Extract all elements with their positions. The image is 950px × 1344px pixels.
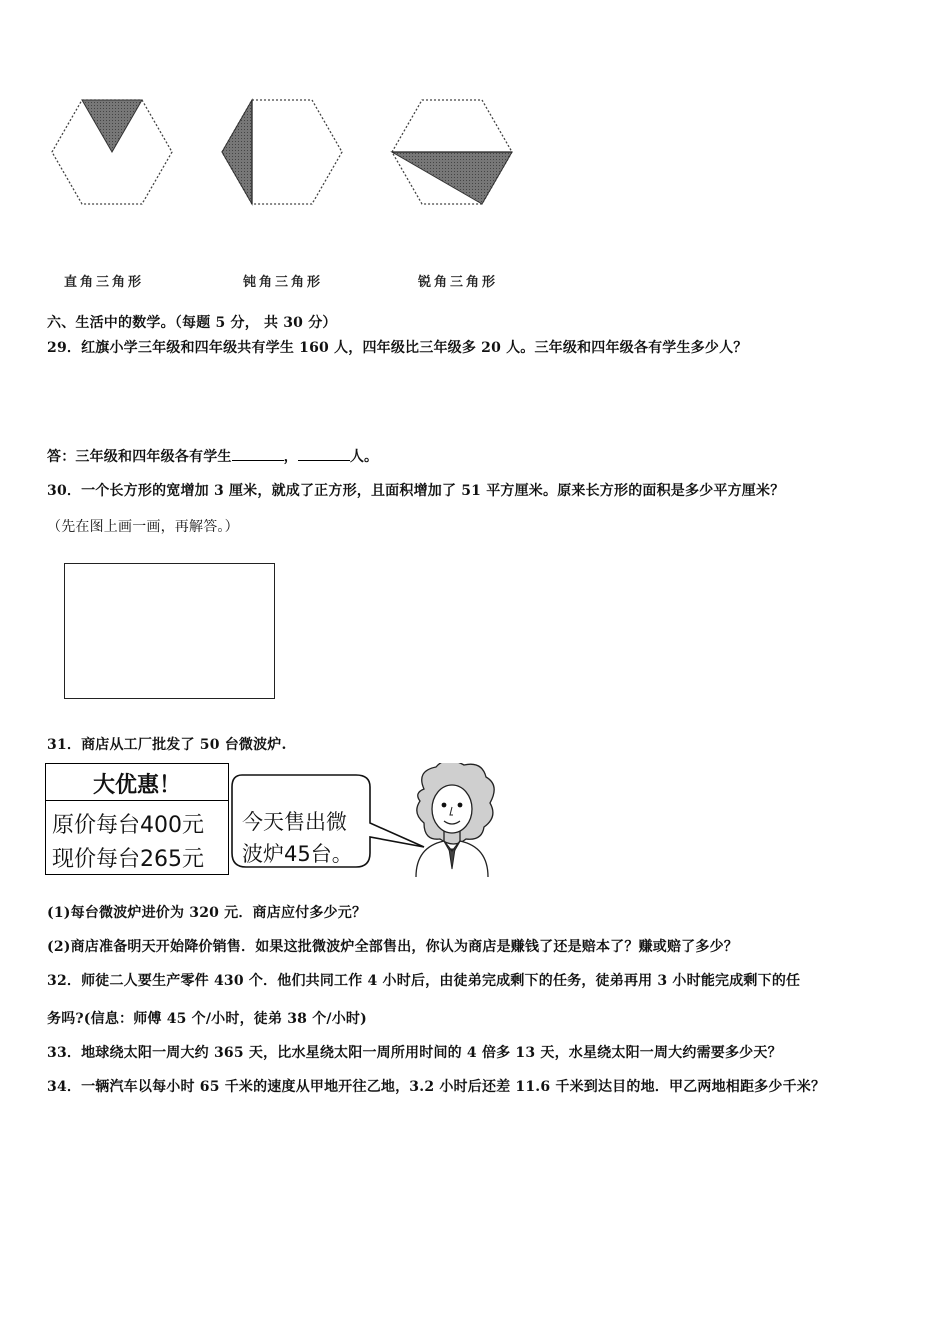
person-illustration <box>416 763 494 877</box>
section-6-heading: 六、生活中的数学。（每题 5 分， 共 30 分） <box>47 315 337 331</box>
question-30-note: （先在图上画一画，再解答。） <box>47 519 239 535</box>
shaded-acute-triangle <box>392 152 512 204</box>
caption-obtuse-triangle: 钝角三角形 <box>243 275 324 290</box>
bubble-line-1: 今天售出微 <box>242 810 347 834</box>
answer-blank-grade4[interactable] <box>298 446 350 461</box>
hexagon-right-triangle <box>52 100 172 204</box>
answer-suffix: 人。 <box>349 449 379 465</box>
hexagon-obtuse-triangle <box>222 100 342 204</box>
hexagon-acute-triangle <box>392 100 512 204</box>
question-29: 29．红旗小学三年级和四年级共有学生 160 人，四年级比三年级多 20 人。三年级和四年级各有学生多少人？ <box>47 340 748 356</box>
hexagon-figures <box>40 90 530 215</box>
question-29-answer <box>47 446 378 466</box>
promo-current-price: 现价每台265元 <box>52 847 204 872</box>
answer-prefix: 答：三年级和四年级各有学生 <box>47 449 232 465</box>
question-34: 34．一辆汽车以每小时 65 千米的速度从甲地开往乙地，3.2 小时后还差 11.6 千米到达目的地．甲乙两地相距多少千米？ <box>47 1079 826 1095</box>
bubble-line-2: 波炉45台。 <box>242 842 353 866</box>
answer-blank-grade3[interactable] <box>232 446 284 461</box>
promo-title: 大优惠！ <box>92 773 181 798</box>
question-33: 33．地球绕太阳一周大约 365 天，比水星绕太阳一周所用时间的 4 倍多 13 天，水星绕太阳一周大约需要多少天？ <box>47 1045 782 1061</box>
promo-sign <box>45 763 229 875</box>
question-31: 31．商店从工厂批发了 50 台微波炉. <box>47 737 287 753</box>
question-31-part-2: (2)商店准备明天开始降价销售．如果这批微波炉全部售出，你认为商店是赚钱了还是赔本了？赚或赔了多少？ <box>47 939 738 955</box>
question-30: 30．一个长方形的宽增加 3 厘米，就成了正方形，且面积增加了 51 平方厘米。原来长方形的面积是多少平方厘米？ <box>47 483 785 499</box>
question-31-part-1: (1)每台微波炉进价为 320 元．商店应付多少元？ <box>47 905 367 921</box>
question-32-line-2: 务吗?(信息：师傅 45 个/小时，徒弟 38 个/小时) <box>47 1011 367 1027</box>
answer-separator: ， <box>283 449 298 465</box>
caption-right-triangle: 直角三角形 <box>64 275 145 290</box>
rectangle-drawing-area[interactable] <box>64 563 275 699</box>
shaded-obtuse-triangle <box>222 100 252 204</box>
caption-acute-triangle: 锐角三角形 <box>418 275 499 290</box>
question-32-line-1: 32．师徒二人要生产零件 430 个．他们共同工作 4 小时后，由徒弟完成剩下的任务，徒弟再用 3 小时能完成剩下的任 <box>47 973 801 989</box>
shaded-right-triangle <box>82 100 142 152</box>
promo-original-price: 原价每台400元 <box>52 813 204 838</box>
promo-divider <box>46 800 228 801</box>
